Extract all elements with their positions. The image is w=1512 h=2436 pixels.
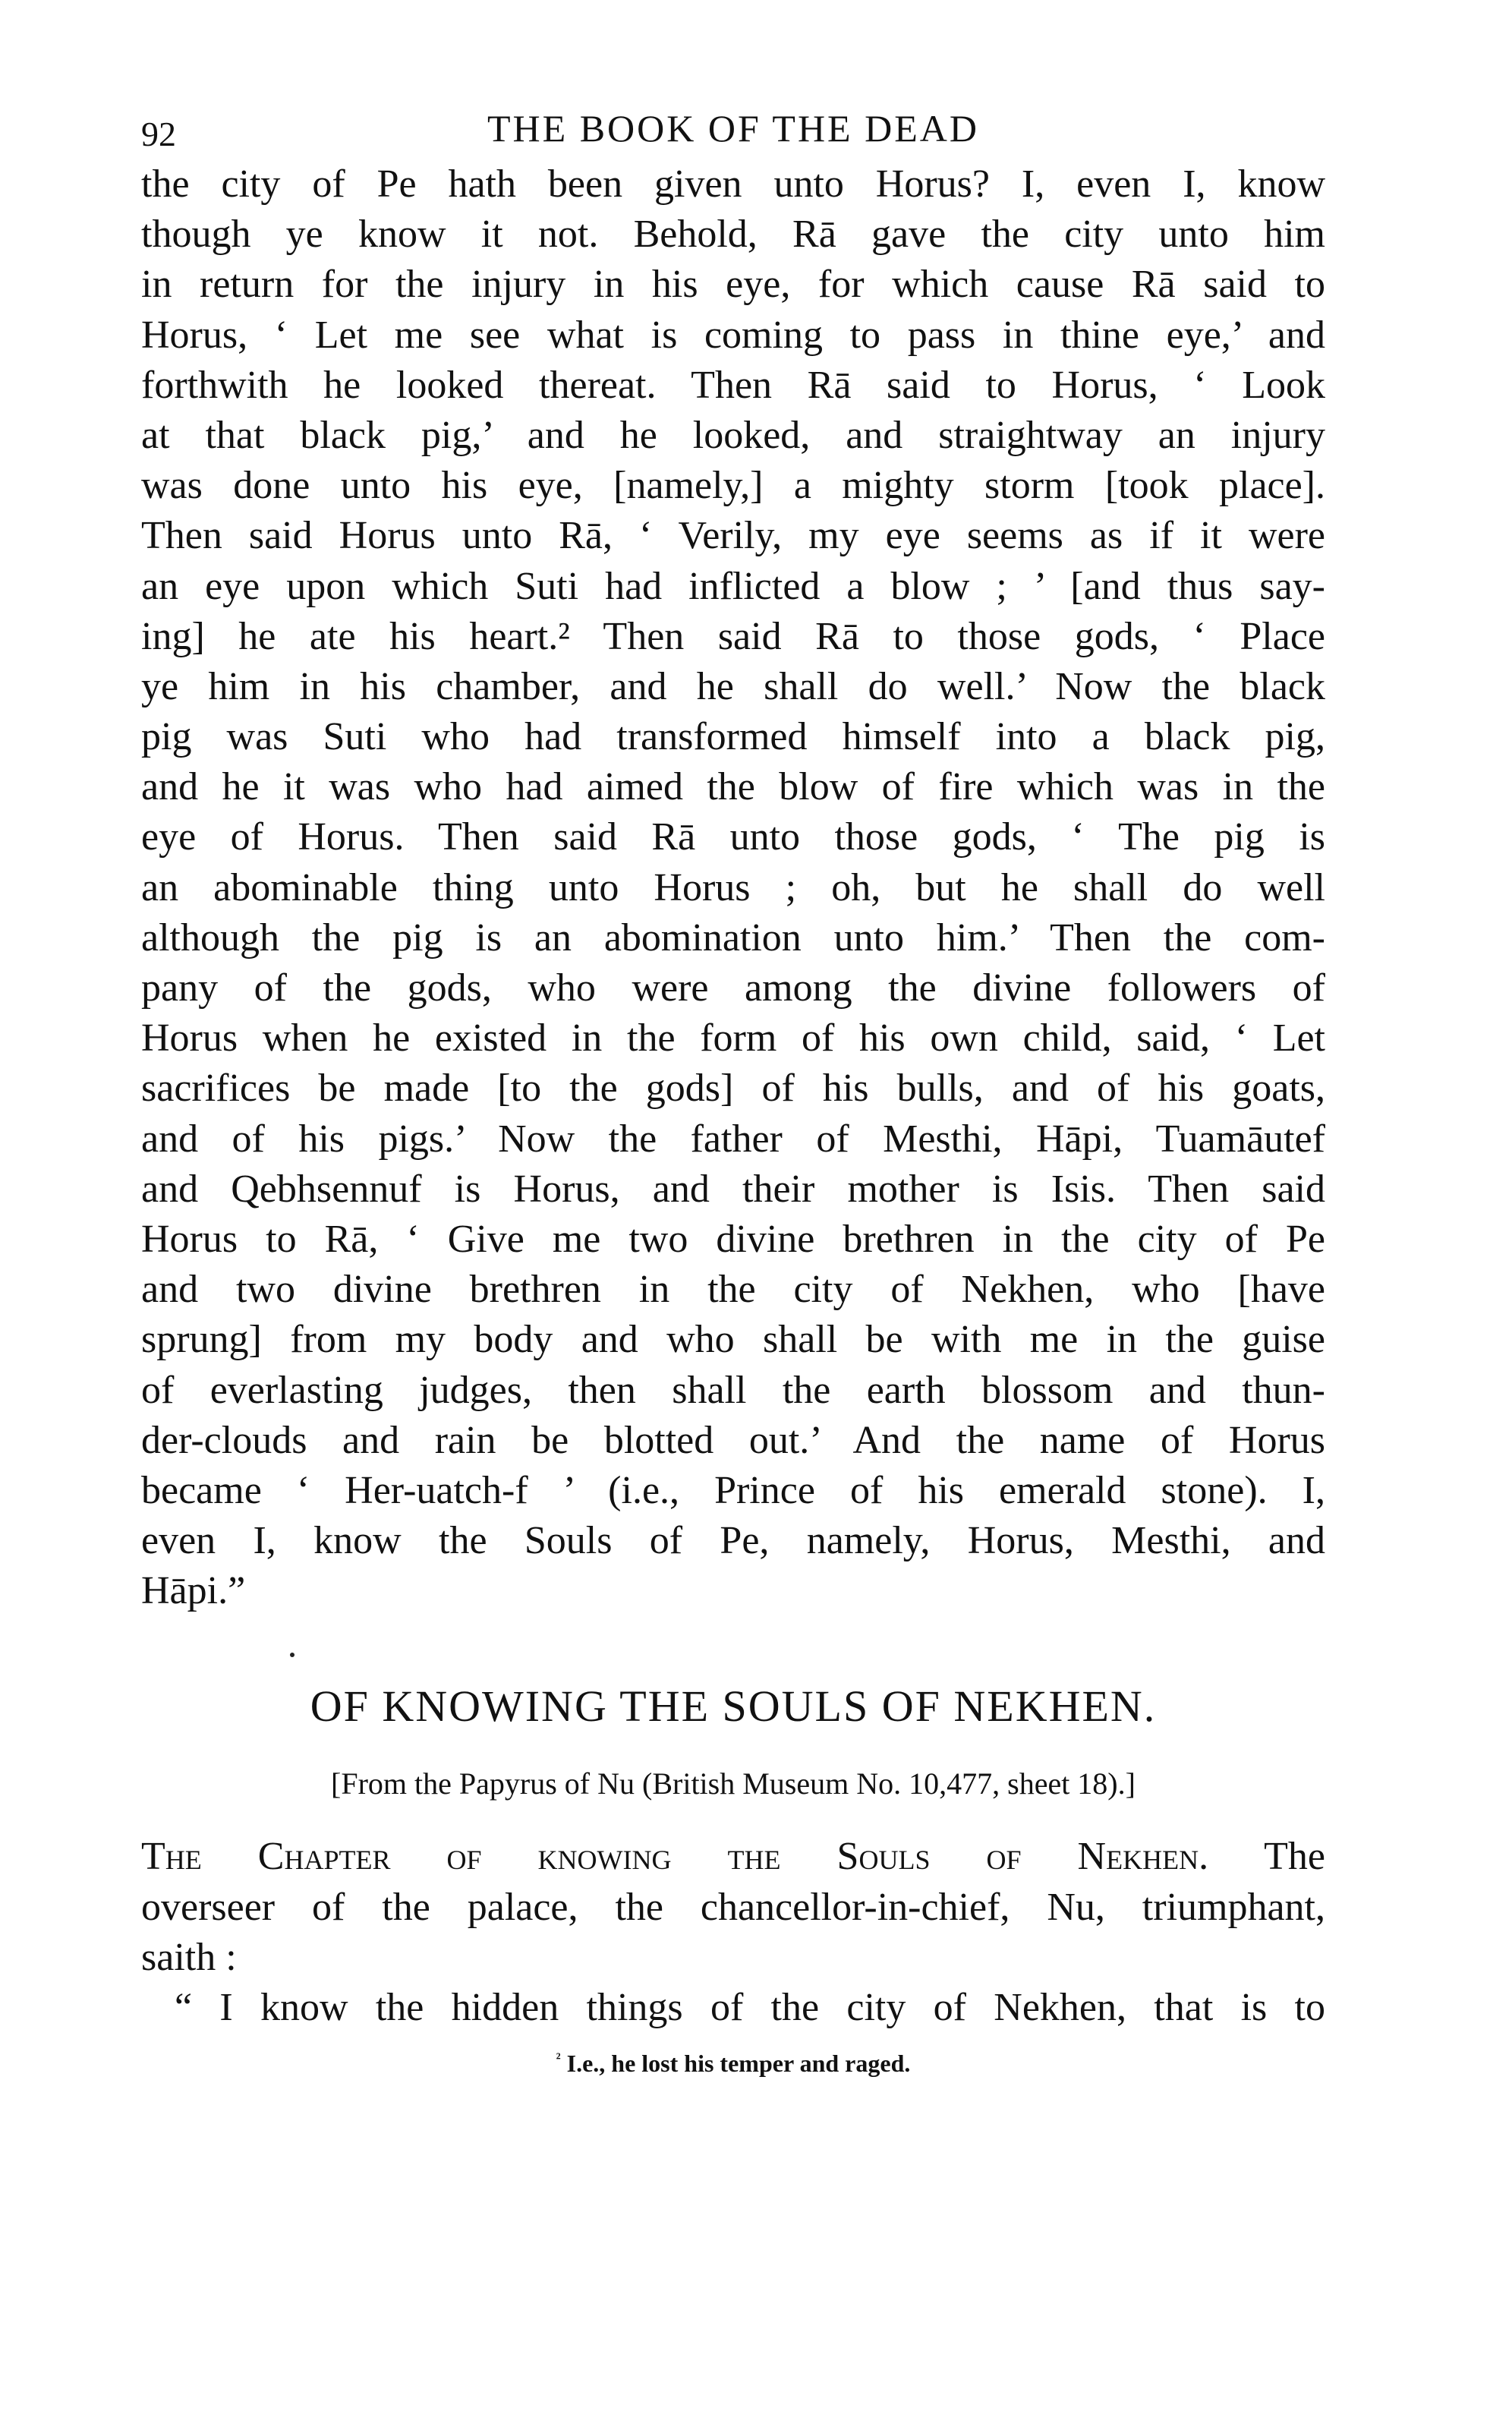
ornament-dot (290, 1653, 295, 1657)
chapter-line: saith : (141, 1935, 237, 1979)
page-number: 92 (141, 115, 176, 153)
body-line: pig was Suti who had transformed himself into a black pig, (141, 715, 1325, 759)
section-heading: OF KNOWING THE SOULS OF NEKHEN. (310, 1681, 1157, 1732)
running-title: THE BOOK OF THE DEAD (487, 107, 979, 150)
body-line: and he it was who had aimed the blow of fire which was in the (141, 765, 1325, 809)
footnote (141, 2050, 1325, 2078)
body-line: of everlasting judges, then shall the earth blossom and thun- (141, 1368, 1325, 1412)
footnote-marker: ² (556, 2050, 561, 2067)
body-text (141, 159, 1325, 1616)
body-line: Horus, ‘ Let me see what is coming to pass in thine eye,’ and (141, 313, 1325, 357)
body-line: forthwith he looked thereat. Then Rā said to Horus, ‘ Look (141, 363, 1325, 407)
body-line: although the pig is an abomination unto him.’ Then the com- (141, 915, 1325, 960)
body-line: Then said Horus unto Rā, ‘ Verily, my eye seems as if it were (141, 514, 1325, 558)
book-page (141, 99, 1325, 2078)
chapter-line: overseer of the palace, the chancellor-in-chief, Nu, triumphant, (141, 1885, 1325, 1929)
chapter-line: “ I know the hidden things of the city of Nekhen, that is to (175, 1986, 1325, 2029)
body-line: at that black pig,’ and he looked, and straightway an injury (141, 413, 1325, 457)
body-line: eye of Horus. Then said Rā unto those gods, ‘ The pig is (141, 815, 1325, 859)
body-line: pany of the gods, who were among the divine followers of (141, 966, 1325, 1010)
body-line: Horus to Rā, ‘ Give me two divine brethren in the city of Pe (141, 1217, 1325, 1261)
body-line: and Qebhsennuf is Horus, and their mother is Isis. Then said (141, 1167, 1325, 1211)
running-head (141, 99, 1325, 159)
body-line: Horus when he existed in the form of his own child, said, ‘ Let (141, 1016, 1325, 1060)
chapter-text (141, 1832, 1325, 2033)
body-line: and two divine brethren in the city of Nekhen, who [have (141, 1268, 1325, 1312)
source-note: [From the Papyrus of Nu (British Museum No. 10,477, sheet 18).] (331, 1766, 1136, 1801)
body-line: in return for the injury in his eye, for which cause Rā said to (141, 263, 1325, 307)
body-line: and of his pigs.’ Now the father of Mesthi, Hāpi, Tuamāutef (141, 1117, 1325, 1161)
body-line: an eye upon which Suti had inflicted a blow ; ’ [and thus say- (141, 564, 1325, 608)
body-line: der-clouds and rain be blotted out.’ And the name of Horus (141, 1418, 1325, 1462)
chapter-line (141, 1832, 1325, 1882)
body-line: sprung] from my body and who shall be with me in the guise (141, 1318, 1325, 1362)
body-line: ye him in his chamber, and he shall do well.’ Now the black (141, 664, 1325, 708)
body-line: the city of Pe hath been given unto Horus? I, even I, know (141, 162, 1325, 206)
body-line: though ye know it not. Behold, Rā gave the city unto him (141, 213, 1325, 257)
footnote-text: I.e., he lost his temper and raged. (566, 2050, 911, 2078)
body-line: sacrifices be made [to the gods] of his bulls, and of his goats, (141, 1067, 1325, 1111)
body-line: became ‘ Her-uatch-f ’ (i.e., Prince of his emerald stone). I, (141, 1468, 1325, 1512)
body-line: ing] he ate his heart.² Then said Rā to those gods, ‘ Place (141, 614, 1325, 658)
body-line: an abominable thing unto Horus ; oh, but he shall do well (141, 865, 1325, 909)
chapter-line-rest: The (1264, 1835, 1326, 1879)
body-line: even I, know the Souls of Pe, namely, Horus, Mesthi, and (141, 1519, 1325, 1563)
body-line: was done unto his eye, [namely,] a mighty storm [took place]. (141, 464, 1325, 508)
body-line: Hāpi.” (141, 1569, 246, 1613)
chapter-title: The Chapter of knowing the Souls of Nekhen. (141, 1835, 1209, 1879)
